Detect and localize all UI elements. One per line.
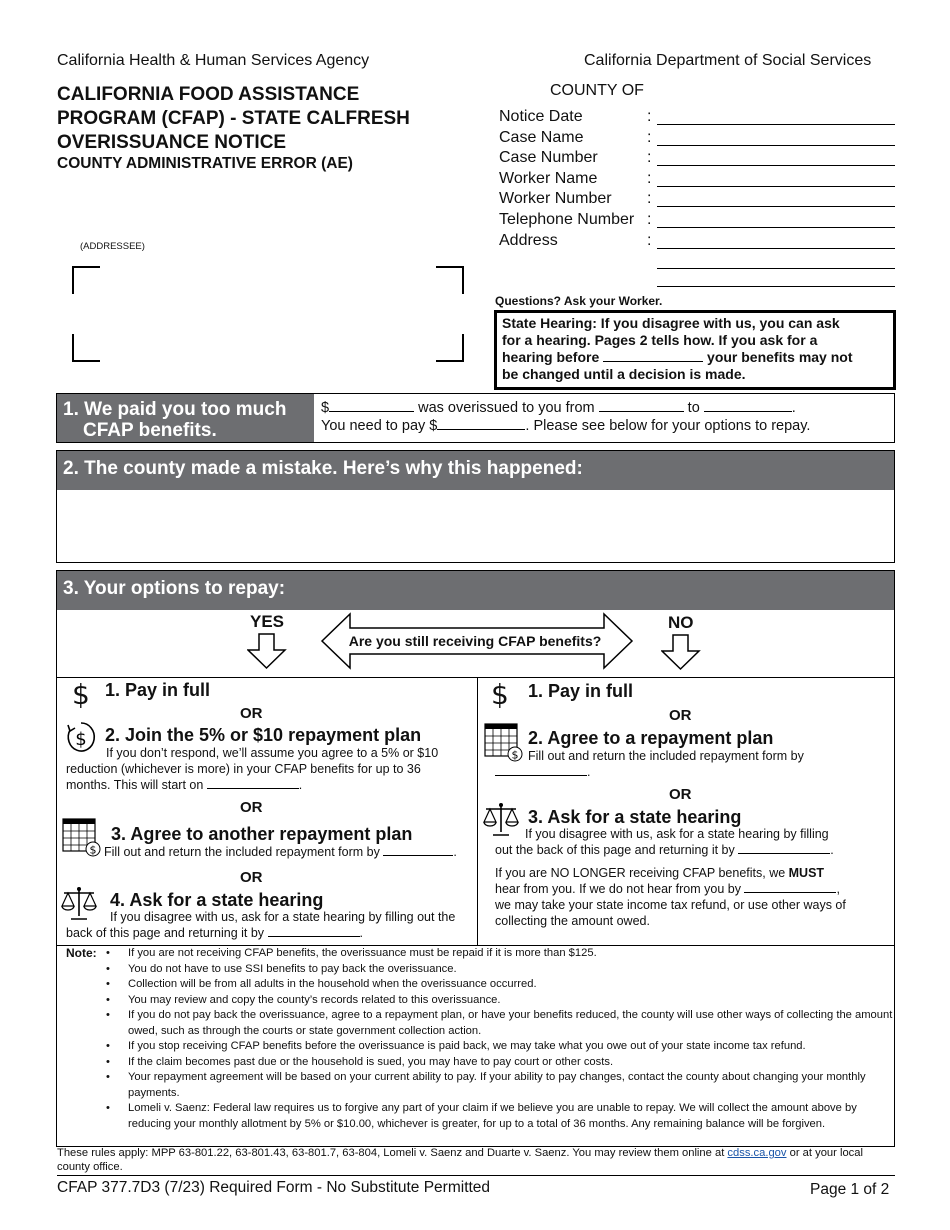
bullet: • <box>106 978 110 990</box>
address-window-corner <box>72 266 100 294</box>
hearing-text: your benefits may not <box>703 349 853 365</box>
note-text: Collection will be from all adults in the household when the overissuance occurred. <box>128 978 537 990</box>
option-pay-in-full: 1. Pay in full <box>528 681 634 701</box>
amount-due-blank[interactable] <box>437 417 525 430</box>
notes-section <box>66 946 896 1146</box>
section-overpaid <box>56 393 895 443</box>
hearing-return-date-blank[interactable] <box>738 843 830 854</box>
dollar-icon: $ <box>72 678 90 711</box>
note-item <box>106 1055 896 1071</box>
text-fragment: to <box>683 400 704 416</box>
option-text-line: out the back of this page and returning it by . <box>495 843 834 857</box>
notice-field-label: Case Name <box>499 128 584 146</box>
note-item <box>106 993 896 1009</box>
option-text-line: . <box>495 764 590 780</box>
option-text-line: Fill out and return the included repayment form by . <box>104 845 457 859</box>
form-title-line: OVERISSUANCE NOTICE <box>57 132 287 153</box>
or-label: OR <box>240 705 263 722</box>
bullet: • <box>106 1055 110 1068</box>
note-text: Your repayment agreement will be based on your current ability to pay. If your ability to pay changes, contact the county about changing your monthly payments. <box>128 1071 866 1099</box>
calendar-dollar-icon <box>62 817 102 857</box>
footer-divider <box>57 1175 895 1176</box>
address-line-blank[interactable] <box>657 268 895 269</box>
notice-field-blank[interactable] <box>657 145 895 146</box>
option-pay-in-full: 1. Pay in full <box>105 680 211 700</box>
address-line-blank[interactable] <box>657 286 895 287</box>
calendar-dollar-icon <box>484 722 524 762</box>
hearing-text: hearing before <box>502 349 604 365</box>
option-text: months. This will start on <box>66 778 207 792</box>
or-label: OR <box>669 786 692 803</box>
or-label: OR <box>669 707 692 724</box>
text-fragment: was overissued to you from <box>414 400 599 416</box>
notice-field-blank[interactable] <box>657 186 895 187</box>
note-label: Note: <box>66 946 97 960</box>
still-receiving-question: Are you still receiving CFAP benefits? <box>348 633 602 649</box>
option-text: If you don’t respond, we’ll assume you agree to a 5% or $10 <box>106 746 439 760</box>
reason-text-area[interactable] <box>57 490 894 562</box>
svg-text:$: $ <box>89 843 97 857</box>
bullet: • <box>106 947 110 959</box>
scales-icon <box>482 800 522 840</box>
option-text: reduction (whichever is more) in your CFAP benefits for up to 36 <box>66 762 421 776</box>
overissued-text <box>321 399 810 435</box>
address-window-corner <box>436 266 464 294</box>
option-text-line <box>495 865 824 881</box>
scales-icon <box>60 884 100 924</box>
option-state-hearing: 4. Ask for a state hearing <box>110 890 324 910</box>
down-arrow-icon <box>247 633 287 670</box>
state-hearing-box <box>494 310 896 390</box>
section-heading-line: 1. We paid you too much <box>63 399 287 420</box>
bullet: • <box>106 1071 110 1083</box>
no-label: NO <box>668 613 694 632</box>
note-text: If you do not pay back the overissuance, agree to a repayment plan, or have your benefits reduced, the county will use other ways of collecting the amount owed, such as through the courts or state government collection action. <box>128 1009 893 1037</box>
option-state-hearing: 3. Ask for a state hearing <box>528 807 742 827</box>
note-item <box>106 946 896 962</box>
note-text: Lomeli v. Saenz: Federal law requires us to forgive any part of your claim if we believe you are unable to repay. We will collect the amount above by reducing your monthly allotment by 5% or $10.00, whichever is greater, for up to a total of 36 months. Any remaining balance will be forgiven. <box>128 1102 857 1130</box>
option-text: MUST <box>788 866 825 880</box>
rules-text-part: or at your local county office. <box>57 1147 863 1173</box>
notice-field-label: Case Number <box>499 149 598 167</box>
or-label: OR <box>240 799 263 816</box>
notice-field-blank[interactable] <box>657 227 895 228</box>
bullet: • <box>106 993 110 1006</box>
note-list <box>106 946 896 1132</box>
note-text: You do not have to use SSI benefits to pay back the overissuance. <box>128 962 457 975</box>
section-heading: 3. Your options to repay: <box>57 571 894 610</box>
option-text: collecting the amount owed. <box>495 914 650 928</box>
notice-field-label: Notice Date <box>499 108 583 125</box>
agency-right: California Department of Social Services <box>584 52 872 69</box>
note-item <box>106 1039 896 1055</box>
hearing-date-blank[interactable] <box>603 349 703 362</box>
section-county-mistake <box>56 450 895 563</box>
start-date-blank[interactable] <box>207 778 299 789</box>
option-text: we may take your state income tax refund, or use other ways of <box>495 898 846 912</box>
form-title-line: PROGRAM (CFAP) - STATE CALFRESH <box>57 108 410 129</box>
text-fragment: $ <box>321 400 330 416</box>
yes-label: YES <box>250 612 285 631</box>
form-subtitle: COUNTY ADMINISTRATIVE ERROR (AE) <box>57 155 353 172</box>
questions-text: Questions? Ask your Worker. <box>495 294 663 308</box>
text-fragment: . <box>791 400 796 416</box>
notice-field-blank[interactable] <box>657 165 895 166</box>
note-item <box>106 1070 896 1101</box>
notice-field-blank[interactable] <box>657 206 895 207</box>
notice-field-label: Worker Number <box>499 190 612 208</box>
addressee-label: (ADDRESSEE) <box>80 241 145 252</box>
or-label: OR <box>240 869 263 886</box>
option-text: Fill out and return the included repayment form by <box>104 845 384 859</box>
note-item <box>106 1101 896 1132</box>
to-date-blank[interactable] <box>704 399 792 412</box>
return-date-blank[interactable] <box>383 845 453 856</box>
notice-field-label: Telephone Number <box>499 210 635 228</box>
address-window-corner <box>436 334 464 362</box>
option-text-line: months. This will start on . <box>66 778 303 792</box>
down-arrow-icon <box>661 634 701 671</box>
note-item <box>106 977 896 993</box>
note-text: You may review and copy the county’s records related to this overissuance. <box>128 993 501 1006</box>
form-title-line: CALIFORNIA FOOD ASSISTANCE <box>57 84 360 105</box>
amount-blank[interactable] <box>329 399 414 412</box>
bullet: • <box>106 1102 110 1114</box>
rules-text <box>57 1147 895 1174</box>
svg-text:$: $ <box>75 729 87 750</box>
option-text: Fill out and return the included repayment form by <box>528 749 804 763</box>
option-text: If you disagree with us, ask for a state hearing by filling out the <box>110 910 456 924</box>
agency-left: California Health & Human Services Agency <box>57 52 370 69</box>
rules-text-part: These rules apply: MPP 63-801.22, 63-801.43, 63-801.7, 63-804, Lomeli v. Saenz and Duarte v. Saenz. You may review them online at <box>57 1147 728 1159</box>
hearing-text-line <box>502 349 888 366</box>
option-text: out the back of this page and returning it by <box>495 843 739 857</box>
section-heading <box>57 394 314 442</box>
option-agree-plan: 2. Agree to a repayment plan <box>528 728 774 748</box>
cdss-link[interactable]: cdss.ca.gov <box>727 1147 787 1159</box>
from-date-blank[interactable] <box>599 399 684 412</box>
dollar-icon: $ <box>491 678 509 711</box>
hearing-return-date-blank[interactable] <box>268 926 360 937</box>
bullet: • <box>106 962 110 975</box>
option-join-plan: 2. Join the 5% or $10 repayment plan <box>105 725 422 745</box>
page-number: Page 1 of 2 <box>810 1181 890 1198</box>
hearing-text: be changed until a decision is made. <box>502 366 746 382</box>
option-text-line: hear from you. If we do not hear from you by , <box>495 882 840 896</box>
hearing-text: for a hearing. Pages 2 tells how. If you ask for a <box>502 332 818 348</box>
notice-field-label: Address <box>499 231 558 249</box>
option-text: back of this page and returning it by <box>66 926 268 940</box>
svg-text:$: $ <box>511 748 519 762</box>
option-text: hear from you. If we do not hear from you by <box>495 882 745 896</box>
note-text: If you stop receiving CFAP benefits before the overissuance is paid back, we may take what you owe out of your state income tax refund. <box>128 1040 806 1052</box>
notice-field-label: Worker Name <box>499 169 598 187</box>
note-text: If the claim becomes past due or the household is sued, you may have to pay court or other costs. <box>128 1055 614 1068</box>
divider <box>477 677 478 945</box>
form-title <box>57 83 410 155</box>
section-heading: 2. The county made a mistake. Here’s why this happened: <box>57 451 894 490</box>
text-fragment: You need to pay $ <box>321 418 438 434</box>
option-another-plan: 3. Agree to another repayment plan <box>111 824 413 844</box>
form-id: CFAP 377.7D3 (7/23) Required Form - No Substitute Permitted <box>57 1179 491 1196</box>
divider <box>57 677 894 678</box>
return-date-blank[interactable] <box>495 765 587 776</box>
note-text: If you are not receiving CFAP benefits, the overissuance must be repaid if it is more than $125. <box>128 947 597 959</box>
notice-field-blank[interactable] <box>657 124 895 125</box>
bullet: • <box>106 1040 110 1052</box>
option-text-line: back of this page and returning it by . <box>66 926 363 940</box>
hear-by-date-blank[interactable] <box>744 882 836 893</box>
hearing-text: State Hearing: If you disagree with us, you can ask <box>502 315 840 331</box>
dollar-cycle-icon <box>66 720 96 756</box>
option-text: If you are NO LONGER receiving CFAP benefits, we <box>495 866 789 880</box>
address-window-corner <box>72 334 100 362</box>
bullet: • <box>106 1009 110 1021</box>
county-of-label: COUNTY OF <box>550 82 644 99</box>
option-text: If you disagree with us, ask for a state hearing by filling <box>525 827 829 841</box>
note-item <box>106 962 896 978</box>
text-fragment: . Please see below for your options to repay. <box>525 418 811 434</box>
section-heading-line: CFAP benefits. <box>83 420 217 441</box>
notice-field-blank[interactable] <box>657 248 895 249</box>
note-item <box>106 1008 896 1039</box>
